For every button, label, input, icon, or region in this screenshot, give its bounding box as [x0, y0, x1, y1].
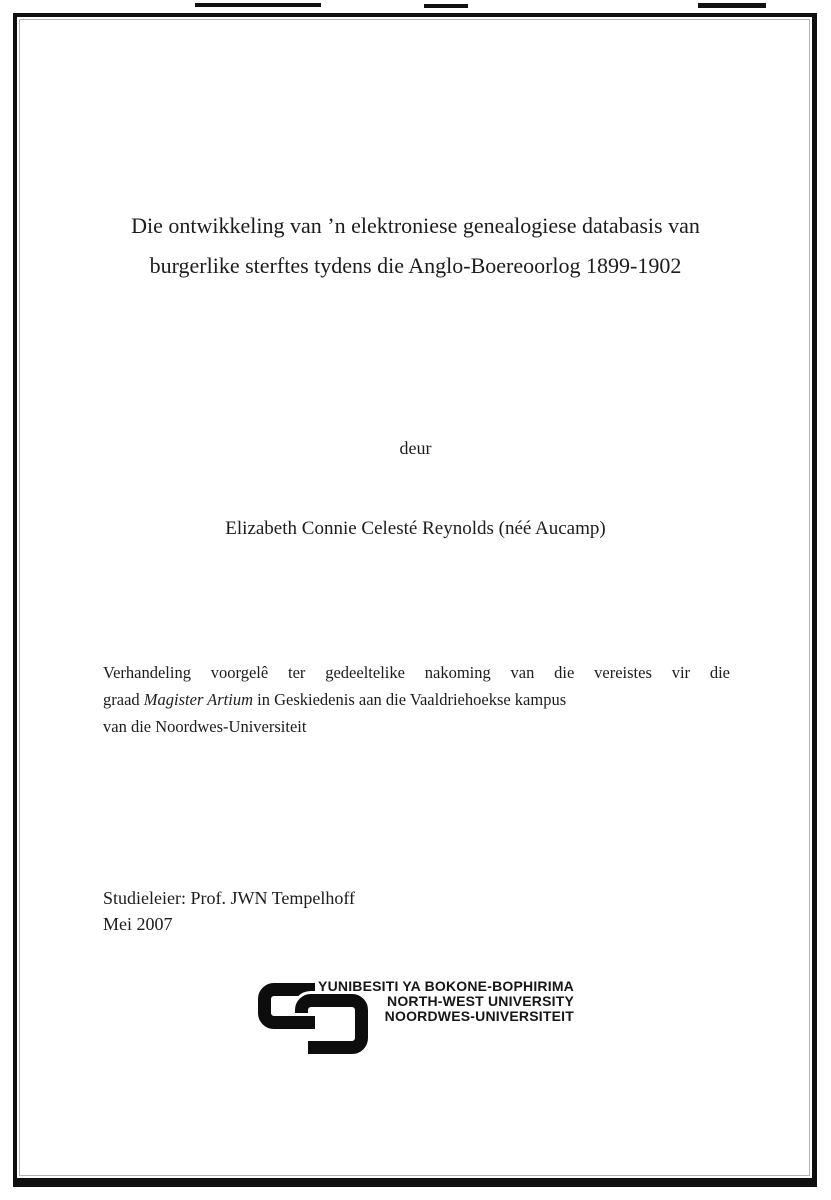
- degree-declaration: [103, 659, 730, 740]
- declaration-line-2-pre: graad: [103, 690, 144, 709]
- page-title-line-2: burgerlike sterftes tydens die Anglo-Boereoorlog 1899-1902: [149, 253, 682, 278]
- logo-text-english: NORTH-WEST UNIVERSITY: [387, 993, 574, 1009]
- university-logo-text: [318, 976, 574, 1024]
- university-logo: [258, 976, 574, 1058]
- scan-artifact: [195, 3, 321, 7]
- scan-artifact: [424, 4, 468, 8]
- degree-name-italic: Magister Artium: [143, 690, 254, 709]
- supervisor-block: [103, 886, 355, 937]
- declaration-line-3: van die Noordwes-Universiteit: [103, 717, 307, 736]
- page-title: [0, 206, 831, 286]
- author-name: Elizabeth Connie Celesté Reynolds (néé Aucamp): [225, 518, 606, 539]
- scan-artifact: [698, 3, 766, 8]
- declaration-line-2-post: in Geskiedenis aan die Vaaldriehoekse kampus: [253, 690, 567, 709]
- supervisor-line: Studieleier: Prof. JWN Tempelhoff: [103, 888, 356, 908]
- declaration-line-2: [103, 686, 730, 713]
- byline: deur: [399, 438, 432, 458]
- date-line: Mei 2007: [103, 913, 173, 934]
- logo-text-setswana: YUNIBESITI YA BOKONE-BOPHIRIMA: [318, 978, 574, 994]
- declaration-line-1: Verhandeling voorgelê ter gedeeltelike nakoming van die vereistes vir die: [103, 663, 730, 682]
- logo-text-afrikaans: NOORDWES-UNIVERSITEIT: [384, 1008, 574, 1024]
- page-title-line-1: Die ontwikkeling van ’n elektroniese genealogiese databasis van: [131, 213, 700, 238]
